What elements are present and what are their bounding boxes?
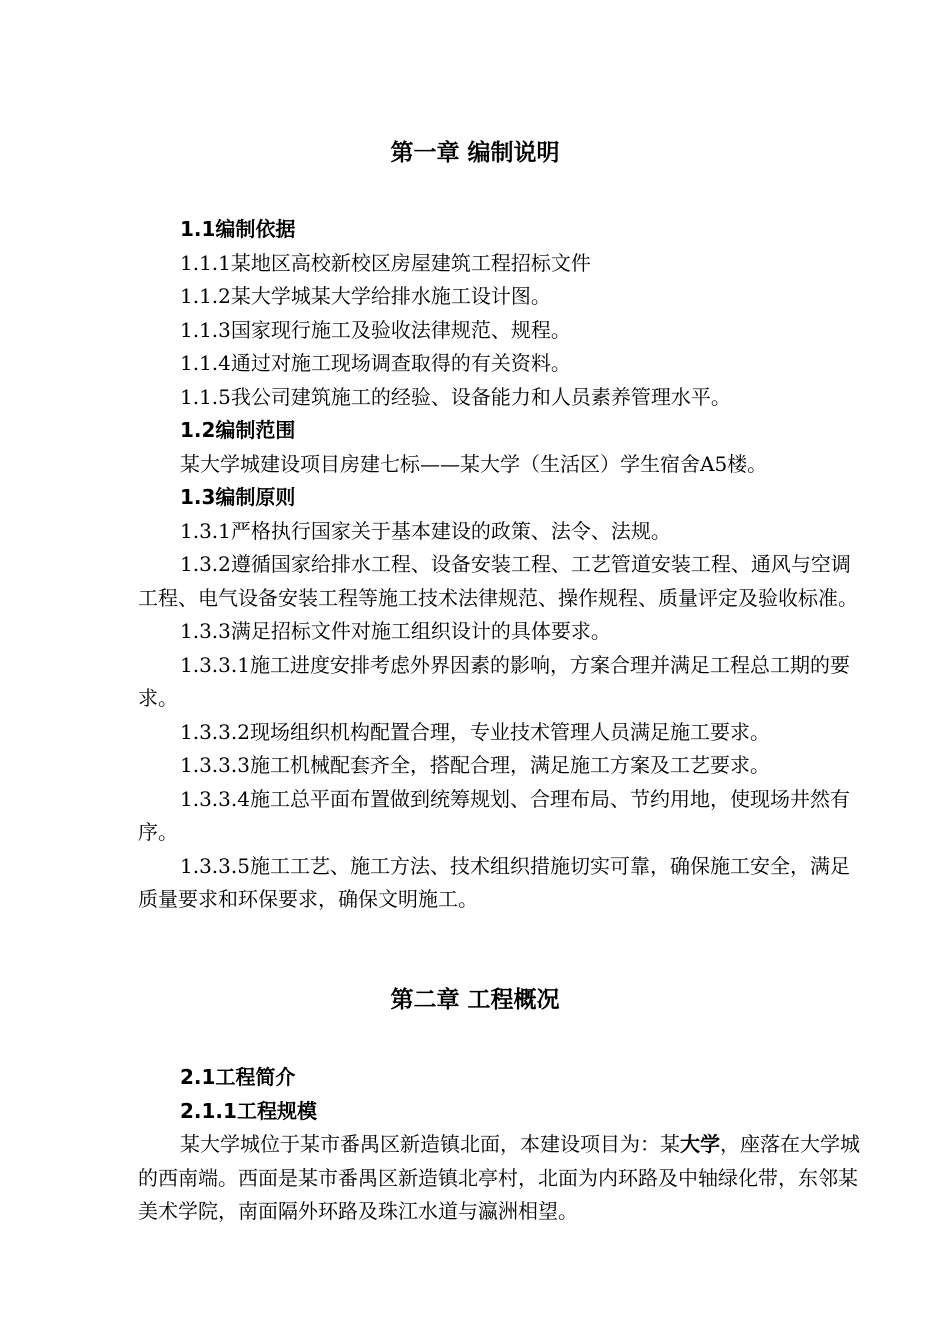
item-1-3-3-3: 1.3.3.3施工机械配套齐全，搭配合理，满足施工方案及工艺要求。 bbox=[180, 753, 770, 777]
item-1-3-3-2: 1.3.3.2现场组织机构配置合理，专业技术管理人员满足施工要求。 bbox=[180, 719, 770, 744]
item-1-3-1: 1.3.1严格执行国家关于基本建设的政策、法令、法规。 bbox=[180, 518, 671, 543]
chapter-1-title: 第一章 编制说明 bbox=[390, 140, 560, 166]
scale-text-end: ，座落在大学城的西南端。西面是某市番禺区新造镇北亭村，北面为内环路及中轴绿化带，东邻某美术学院，南面隔外环路及珠江水道与瀛洲相望。 bbox=[138, 1132, 860, 1223]
item-1-1-5: 1.1.5我公司建筑施工的经验、设备能力和人员素养管理水平。 bbox=[180, 384, 731, 409]
scale-text-start: 某大学城位于某市番禺区新造镇北面，本建设项目为：某 bbox=[180, 1132, 680, 1156]
section-1-3-heading: 1.3编制原则 bbox=[180, 485, 296, 509]
section-1-1-heading: 1.1编制依据 bbox=[180, 217, 296, 241]
section-2-1-1-heading: 2.1.1工程规模 bbox=[180, 1098, 317, 1123]
section-2-1-heading: 2.1工程简介 bbox=[180, 1065, 296, 1089]
scale-text-bold: 大学 bbox=[680, 1132, 720, 1156]
item-1-3-3-4: 1.3.3.4施工总平面布置做到统筹规划、合理布局、节约用地，使现场井然有序。 bbox=[138, 786, 850, 844]
item-1-1-4: 1.1.4通过对施工现场调查取得的有关资料。 bbox=[180, 351, 571, 375]
chapter-2-body bbox=[138, 1061, 860, 1229]
item-1-1-2: 1.1.2某大学城某大学给排水施工设计图。 bbox=[180, 284, 551, 308]
item-1-3-3-1: 1.3.3.1施工进度安排考虑外界因素的影响，方案合理并满足工程总工期的要求。 bbox=[138, 652, 850, 710]
item-1-3-3: 1.3.3满足招标文件对施工组织设计的具体要求。 bbox=[180, 619, 611, 643]
section-2-1-1-text bbox=[138, 1128, 860, 1229]
chapter-2-title: 第二章 工程概况 bbox=[390, 987, 560, 1013]
item-1-3-3-5: 1.3.3.5施工工艺、施工方法、技术组织措施切实可靠，确保施工安全，满足质量要求和环保要求，确保文明施工。 bbox=[138, 853, 850, 911]
chapter-1-body bbox=[138, 213, 860, 917]
item-1-1-1: 1.1.1某地区高校新校区房屋建筑工程招标文件 bbox=[180, 250, 591, 275]
section-1-2-text: 某大学城建设项目房建七标——某大学（生活区）学生宿舍A5楼。 bbox=[180, 451, 768, 476]
section-1-2-heading: 1.2编制范围 bbox=[180, 418, 296, 442]
item-1-1-3: 1.1.3国家现行施工及验收法律规范、规程。 bbox=[180, 317, 571, 342]
item-1-3-2: 1.3.2遵循国家给排水工程、设备安装工程、工艺管道安装工程、通风与空调工程、电气设备安装工程等施工技术法律规范、操作规程、质量评定及验收标准。 bbox=[138, 552, 858, 610]
